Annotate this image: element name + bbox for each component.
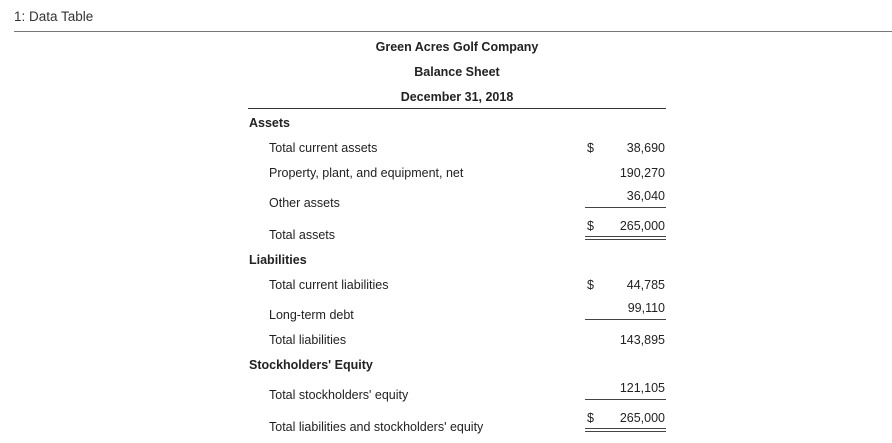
row-label-ppe-net: Property, plant, and equipment, net (269, 166, 464, 180)
total-double-underline-bottom (585, 431, 666, 432)
value-total-liabilities-and-equity: 265,000 (619, 411, 665, 425)
row-label-long-term-debt: Long-term debt (269, 308, 354, 322)
section-equity-heading: Stockholders' Equity (249, 358, 373, 372)
currency-symbol: $ (587, 411, 594, 425)
header-divider (248, 108, 666, 109)
company-name: Green Acres Golf Company (375, 40, 539, 54)
total-double-underline-top (585, 428, 666, 429)
total-double-underline-bottom (585, 239, 666, 240)
value-total-assets: 265,000 (619, 219, 665, 233)
value-other-assets: 36,040 (626, 189, 665, 203)
subtotal-underline (585, 399, 666, 400)
row-label-total-liabilities-and-equity: Total liabilities and stockholders' equity (269, 420, 484, 434)
value-ppe-net: 190,270 (619, 166, 665, 180)
row-label-total-liabilities: Total liabilities (269, 333, 347, 347)
value-total-liabilities: 143,895 (619, 333, 665, 347)
subtotal-underline (585, 319, 666, 320)
statement-date: December 31, 2018 (400, 90, 514, 104)
value-total-stockholders-equity: 121,105 (619, 381, 665, 395)
row-label-total-assets: Total assets (269, 228, 336, 242)
row-label-total-current-liabilities: Total current liabilities (269, 278, 389, 292)
currency-symbol: $ (587, 141, 594, 155)
row-label-other-assets: Other assets (269, 196, 340, 210)
currency-symbol: $ (587, 219, 594, 233)
total-double-underline-top (585, 236, 666, 237)
value-total-current-liabilities: 44,785 (626, 278, 665, 292)
currency-symbol: $ (587, 278, 594, 292)
value-long-term-debt: 99,110 (627, 301, 665, 315)
window-title: 1: Data Table (14, 9, 94, 24)
statement-title: Balance Sheet (414, 65, 500, 79)
section-liabilities-heading: Liabilities (249, 253, 307, 267)
row-label-total-current-assets: Total current assets (269, 141, 378, 155)
row-label-total-stockholders-equity: Total stockholders' equity (269, 388, 409, 402)
title-divider (14, 31, 892, 32)
value-total-current-assets: 38,690 (626, 141, 665, 155)
section-assets-heading: Assets (249, 116, 290, 130)
subtotal-underline (585, 207, 666, 208)
